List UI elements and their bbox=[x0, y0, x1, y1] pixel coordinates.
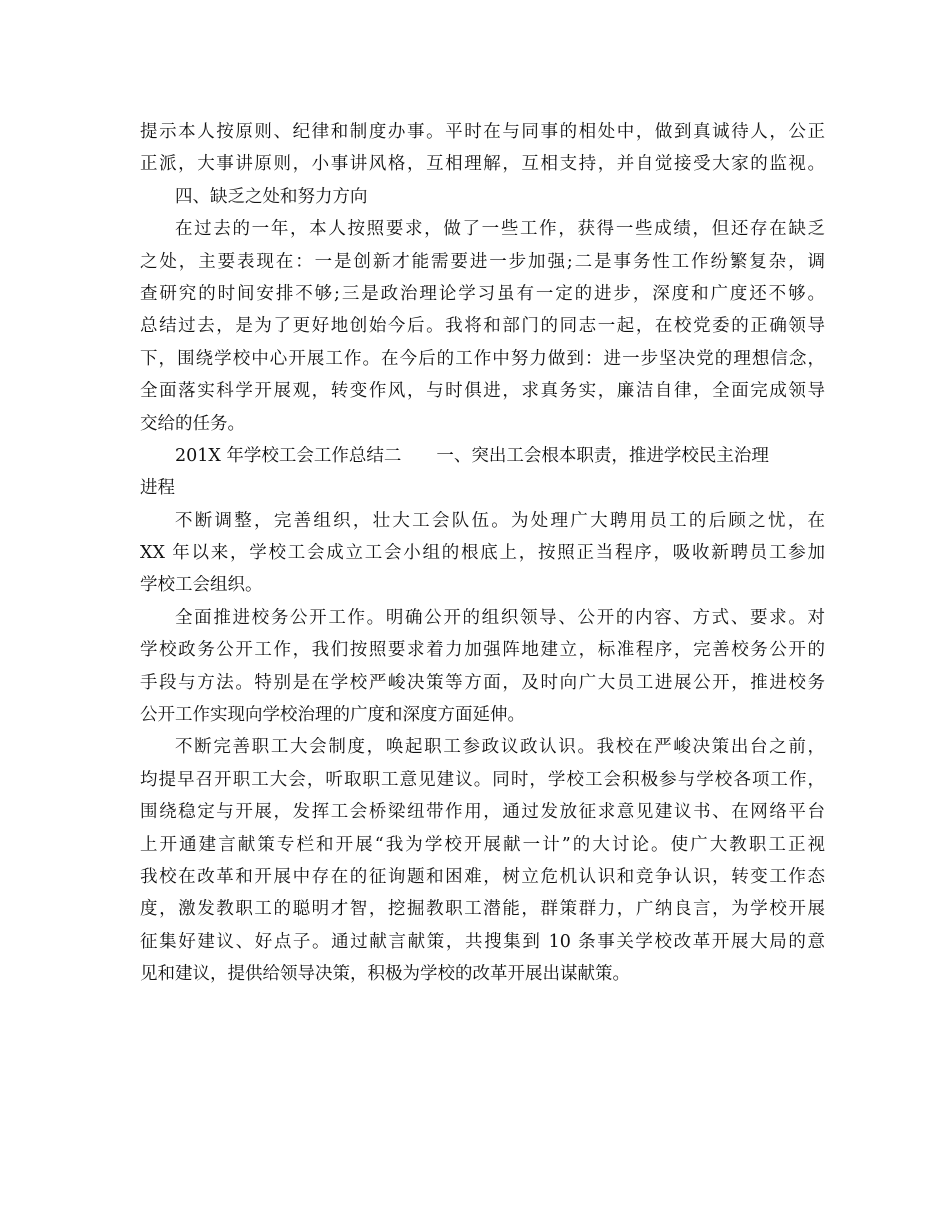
document-line: 公开工作实现向学校治理的广度和深度方面延伸。 bbox=[140, 705, 525, 726]
document-line: 查研究的时间安排不够;三是政治理论学习虽有一定的进步，深度和广度还不够。 bbox=[140, 283, 825, 304]
document-line: 进程 bbox=[140, 478, 175, 499]
document-line: 学校工会组织。 bbox=[140, 575, 263, 596]
document-line: 不断调整，完善组织，壮大工会队伍。为处理广大聘用员工的后顾之忧，在 bbox=[175, 510, 825, 531]
document-line: 我校在改革和开展中存在的征询题和困难，树立危机认识和竞争认识，转变工作态 bbox=[140, 866, 825, 887]
document-line: 总结过去，是为了更好地创始今后。我将和部门的同志一起，在校党委的正确领导 bbox=[140, 316, 825, 337]
document-line: 征集好建议、好点子。通过献言献策，共搜集到 10 条事关学校改革开展大局的意 bbox=[140, 931, 825, 952]
document-line: 见和建议，提供给领导决策，积极为学校的改革开展出谋献策。 bbox=[140, 964, 630, 985]
document-line: 正派，大事讲原则，小事讲风格，互相理解，互相支持，并自觉接受大家的监视。 bbox=[140, 154, 825, 175]
document-line: 上开通建言献策专栏和开展“我为学校开展献一计”的大讨论。使广大教职工正视 bbox=[140, 834, 825, 855]
document-line: 四、缺乏之处和努力方向 bbox=[175, 186, 368, 207]
document-line: 在过去的一年，本人按照要求，做了一些工作，获得一些成绩，但还存在缺乏 bbox=[175, 219, 825, 240]
document-line: 201X 年学校工会工作总结二 一、突出工会根本职责，推进学校民主治理 bbox=[175, 445, 769, 466]
document-line: 度，激发教职工的聪明才智，挖掘教职工潜能，群策群力，广纳良言，为学校开展 bbox=[140, 899, 825, 920]
document-line: 均提早召开职工大会，听取职工意见建议。同时，学校工会积极参与学校各项工作， bbox=[140, 769, 825, 790]
document-line: 不断完善职工大会制度，唤起职工参政议政认识。我校在严峻决策出台之前， bbox=[175, 737, 825, 758]
document-line: 围绕稳定与开展，发挥工会桥梁纽带作用，通过发放征求意见建议书、在网络平台 bbox=[140, 802, 825, 823]
document-line: 手段与方法。特别是在学校严峻决策等方面，及时向广大员工进展公开，推进校务 bbox=[140, 672, 825, 693]
document-line: 下，围绕学校中心开展工作。在今后的工作中努力做到：进一步坚决党的理想信念， bbox=[140, 348, 825, 369]
document-line: 之处，主要表现在：一是创新才能需要进一步加强;二是事务性工作纷繁复杂，调 bbox=[140, 251, 825, 272]
document-line: 学校政务公开工作，我们按照要求着力加强阵地建立，标准程序，完善校务公开的 bbox=[140, 640, 825, 661]
document-line: 交给的任务。 bbox=[140, 413, 245, 434]
document-line: 提示本人按原则、纪律和制度办事。平时在与同事的相处中，做到真诚待人，公正 bbox=[140, 122, 825, 142]
document-line: XX 年以来，学校工会成立工会小组的根底上，按照正当程序，吸收新聘员工参加 bbox=[140, 543, 825, 564]
document-body bbox=[140, 116, 825, 991]
document-line: 全面落实科学开展观，转变作风，与时俱进，求真务实，廉洁自律，全面完成领导 bbox=[140, 381, 825, 402]
document-line: 全面推进校务公开工作。明确公开的组织领导、公开的内容、方式、要求。对 bbox=[175, 607, 825, 628]
